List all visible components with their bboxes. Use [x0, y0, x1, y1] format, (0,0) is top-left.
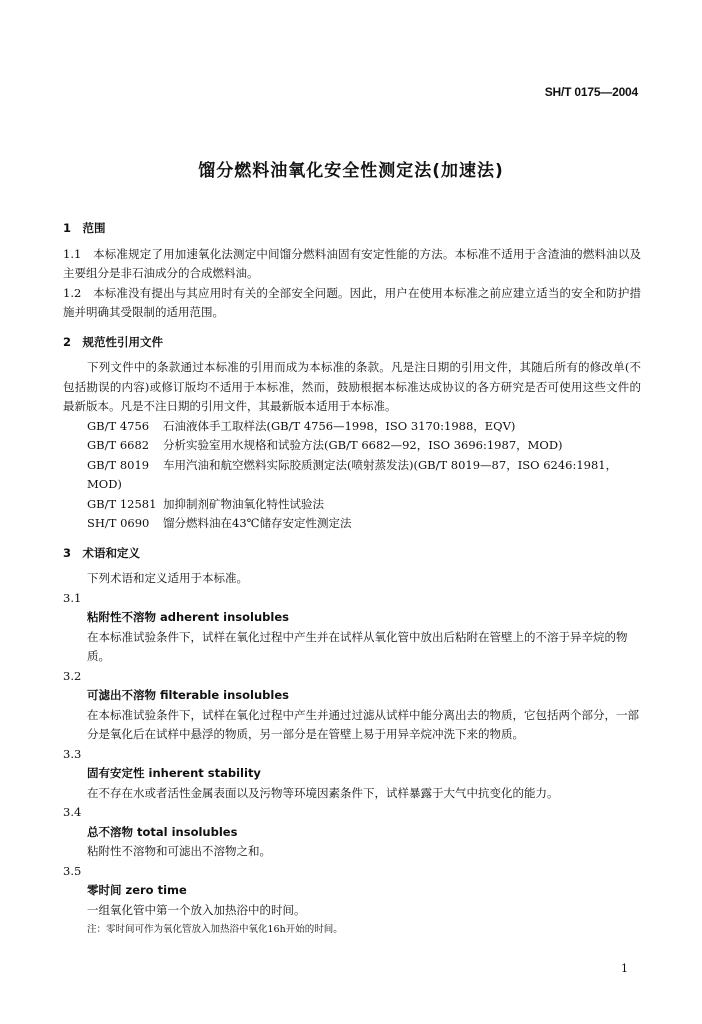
term-number: 3.2 — [63, 668, 82, 683]
term-name: 可滤出不溶物 filterable insolubles — [87, 688, 289, 702]
term-definition: 在本标准试验条件下，试样在氧化过程中产生并通过过滤从试样中能分离出去的物质，它包括两个部分，一部分是氧化后在试样中悬浮的物质，另一部分是在管壁上易于用异辛烷冲洗下来的物质。 — [87, 707, 639, 741]
reference-item — [63, 436, 641, 456]
section-3-heading: 3 术语和定义 — [63, 545, 141, 560]
section-1-heading: 1 范围 — [63, 221, 106, 235]
reference-code: GB/T 6682 — [87, 438, 150, 452]
term-definition: 在不存在水或者活性金属表面以及污物等环境因素条件下，试样暴露于大气中抗变化的能力。 — [87, 785, 559, 800]
term-definition: 在本标准试验条件下，试样在氧化过程中产生并在试样从氧化管中放出后粘附在管壁上的不溶于异辛烷的物质。 — [87, 629, 628, 663]
reference-code: GB/T 4756 — [87, 418, 150, 433]
term-name: 粘附性不溶物 adherent insolubles — [87, 610, 289, 624]
reference-title: 分析实验室用水规格和试验方法(GB/T 6682—92，ISO 3696:1987，MOD) — [163, 438, 563, 452]
reference-item — [63, 514, 641, 534]
reference-item — [63, 456, 641, 495]
clause-1-2: 1.2 本标准没有提出与其应用时有关的全部安全问题。因此，用户在使用本标准之前应建立适当的安全和防护措施并明确其受限制的适用范围。 — [63, 285, 641, 319]
reference-item — [63, 495, 641, 515]
section-2-intro: 下列文件中的条款通过本标准的引用而成为本标准的条款。凡是注日期的引用文件，其随后所有的修改单(不包括勘误的内容)或修订版均不适用于本标准，然而，鼓励根据本标准达成协议的各方研究是否可使用这些文件的最新版本。凡是不注日期的引用文件，其最新版本适用于本标准。 — [63, 360, 641, 413]
reference-code: GB/T 8019 — [87, 457, 150, 472]
term-name: 固有安定性 inherent stability — [87, 766, 261, 780]
reference-code: SH/T 0690 — [87, 516, 150, 530]
reference-title: 石油液体手工取样法(GB/T 4756—1998，ISO 3170:1988，EQV) — [163, 418, 516, 433]
document-title: 馏分燃料油氧化安全性测定法(加速法) — [198, 161, 504, 181]
term-name: 零时间 zero time — [87, 883, 187, 897]
page-number: 1 — [621, 962, 628, 975]
reference-item — [63, 417, 641, 437]
term-note: 注：零时间可作为氧化管放入加热浴中氧化16h开始的时间。 — [87, 924, 343, 935]
term-definition: 粘附性不溶物和可滤出不溶物之和。 — [87, 844, 271, 858]
reference-title: 车用汽油和航空燃料实际胶质测定法(喷射蒸发法)(GB/T 8019—87，ISO 6246:1981，MOD) — [87, 457, 618, 491]
standard-code: SH/T 0175—2004 — [544, 85, 638, 99]
reference-code: GB/T 12581 — [87, 496, 157, 511]
term-number: 3.4 — [63, 805, 82, 819]
section-3-intro: 下列术语和定义适用于本标准。 — [87, 571, 248, 585]
document-body — [63, 219, 641, 940]
clause-1-1: 1.1 本标准规定了用加速氧化法测定中间馏分燃料油固有安定性能的方法。本标准不适用于含渣油的燃料油以及主要组分是非石油成分的合成燃料油。 — [63, 246, 641, 280]
term-number: 3.3 — [63, 746, 82, 761]
term-definition: 一组氧化管中第一个放入加热浴中的时间。 — [87, 902, 306, 917]
reference-title: 馏分燃料油在43℃储存安定性测定法 — [163, 516, 352, 530]
section-2-heading: 2 规范性引用文件 — [63, 334, 164, 349]
term-number: 3.5 — [63, 863, 82, 878]
term-number: 3.1 — [63, 590, 82, 605]
reference-title: 加抑制剂矿物油氧化特性试验法 — [163, 496, 324, 511]
term-name: 总不溶物 total insolubles — [87, 824, 238, 839]
